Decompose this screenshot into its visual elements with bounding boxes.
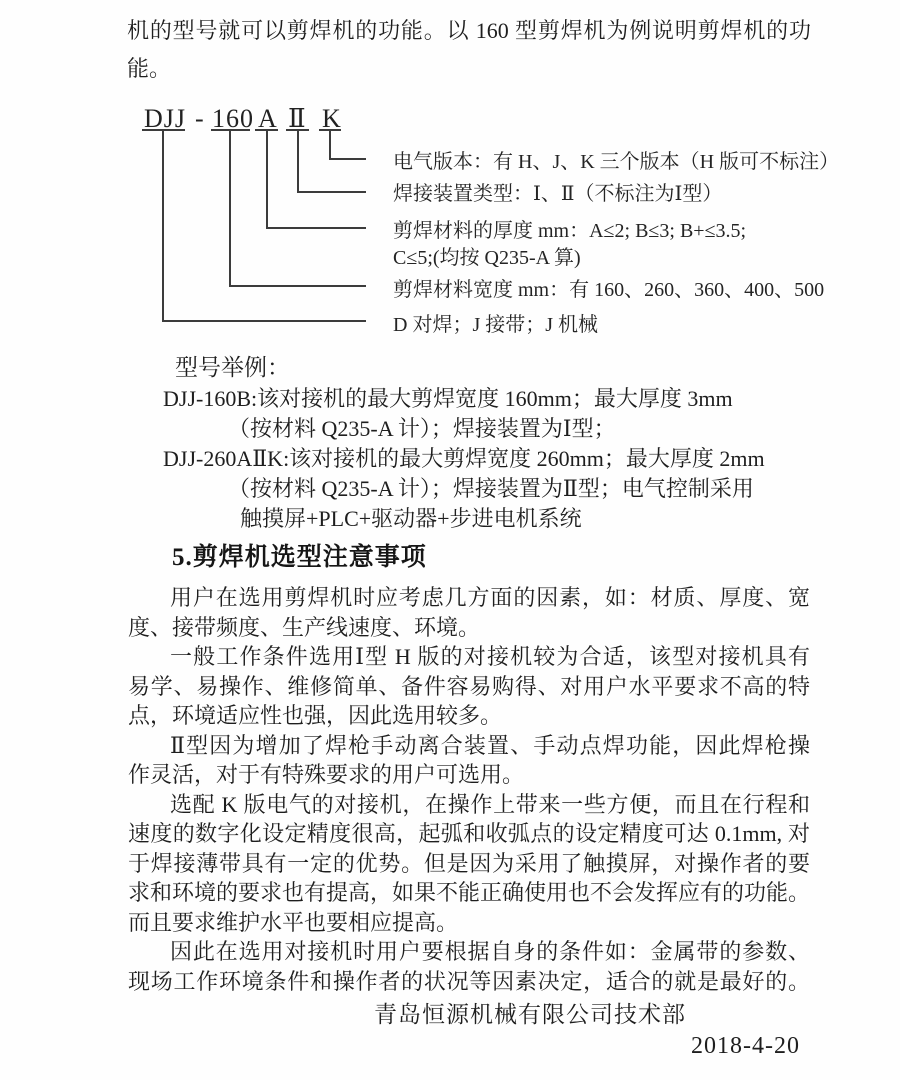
label-line: 剪焊材料的厚度 mm：A≤2; B≤3; B+≤3.5;	[393, 220, 747, 242]
body-line: 于焊接薄带具有一定的优势。但是因为采用了触摸屏，对操作者的要	[128, 850, 810, 876]
connector-line-weld-type	[298, 131, 366, 192]
intro-paragraph	[127, 12, 811, 88]
company-signature: 青岛恒源机械有限公司技术部	[374, 1002, 686, 1027]
example-line: 触摸屏+PLC+驱动器+步进电机系统	[240, 506, 582, 531]
connector-line-electric-version	[330, 131, 366, 159]
model-segment-dash: -	[195, 104, 205, 133]
body-line: 易学、易操作、维修简单、备件容易购得、对用户水平要求不高的特	[128, 673, 810, 699]
model-segment-weld-type: Ⅱ	[288, 104, 307, 133]
model-segment-thickness: A	[258, 104, 278, 133]
label-line: 剪焊材料宽度 mm：有 160、260、360、400、500	[393, 279, 825, 301]
model-label-width	[393, 277, 824, 304]
connector-line-series	[163, 131, 366, 321]
body-line: 用户在选用剪焊机时应考虑几方面的因素，如：材质、厚度、宽	[170, 585, 810, 610]
model-label-weld-type	[393, 181, 722, 208]
intro-line: 机的型号就可以剪焊机的功能。以 160 型剪焊机为例说明剪焊机的功	[127, 18, 811, 43]
model-label-series	[393, 312, 598, 339]
body-line: 度、接带频度、生产线速度、环境。	[128, 614, 481, 640]
connector-line-width	[230, 131, 366, 286]
label-line: C≤5;(均按 Q235-A 算)	[393, 247, 581, 269]
body-line: 现场工作环境条件和操作者的状况等因素决定，适合的就是最好的。	[128, 968, 810, 994]
body-line: 速度的数字化设定精度很高，起弧和收弧点的设定精度可达 0.1mm, 对	[128, 821, 810, 846]
body-line: 选配 K 版电气的对接机，在操作上带来一些方便，而且在行程和	[170, 791, 810, 817]
body-line: Ⅱ型因为增加了焊枪手动离合装置、手动点焊功能，因此焊枪操	[170, 732, 810, 758]
model-segment-series: DJJ	[144, 104, 187, 133]
body-line: 一般工作条件选用Ⅰ型 H 版的对接机较为合适，该型对接机具有	[170, 644, 810, 669]
example-line: DJJ-160B:该对接机的最大剪焊宽度 160mm；最大厚度 3mm	[163, 386, 733, 411]
label-line: 电气版本：有 H、J、K 三个版本（H 版可不标注）	[393, 151, 840, 173]
model-label-electric-version	[393, 149, 839, 176]
label-line: 焊接装置类型：Ⅰ、Ⅱ（不标注为Ⅰ型）	[393, 183, 723, 205]
body-text	[128, 583, 810, 996]
example-line: （按材料 Q235-A 计）；焊接装置为Ⅰ型；	[228, 416, 616, 441]
label-line: D 对焊；J 接带；J 机械	[393, 314, 599, 336]
example-line: DJJ-260AⅡK:该对接机的最大剪焊宽度 260mm；最大厚度 2mm	[163, 446, 765, 471]
intro-line: 能。	[127, 56, 172, 81]
body-line: 因此在选用对接机时用户要根据自身的条件如：金属带的参数、	[170, 939, 810, 964]
model-segment-electric-version: K	[322, 104, 342, 133]
section-heading: 5.剪焊机选型注意事项	[172, 544, 427, 571]
examples-heading: 型号举例：	[175, 355, 290, 380]
model-segment-width: 160	[212, 104, 254, 133]
body-line: 点，环境适应性也强，因此选用较多。	[128, 703, 503, 728]
body-line: 求和环境的要求也有提高，如果不能正确使用也不会发挥应有的功能。	[128, 880, 811, 905]
body-line: 而且要求维护水平也要相应提高。	[128, 909, 459, 935]
model-label-thickness	[393, 218, 746, 272]
connector-line-thickness	[267, 131, 366, 228]
document-date: 2018-4-20	[691, 1033, 800, 1059]
example-line: （按材料 Q235-A 计）；焊接装置为Ⅱ型；电气控制采用	[228, 476, 754, 501]
body-line: 作灵活，对于有特殊要求的用户可选用。	[128, 762, 525, 787]
